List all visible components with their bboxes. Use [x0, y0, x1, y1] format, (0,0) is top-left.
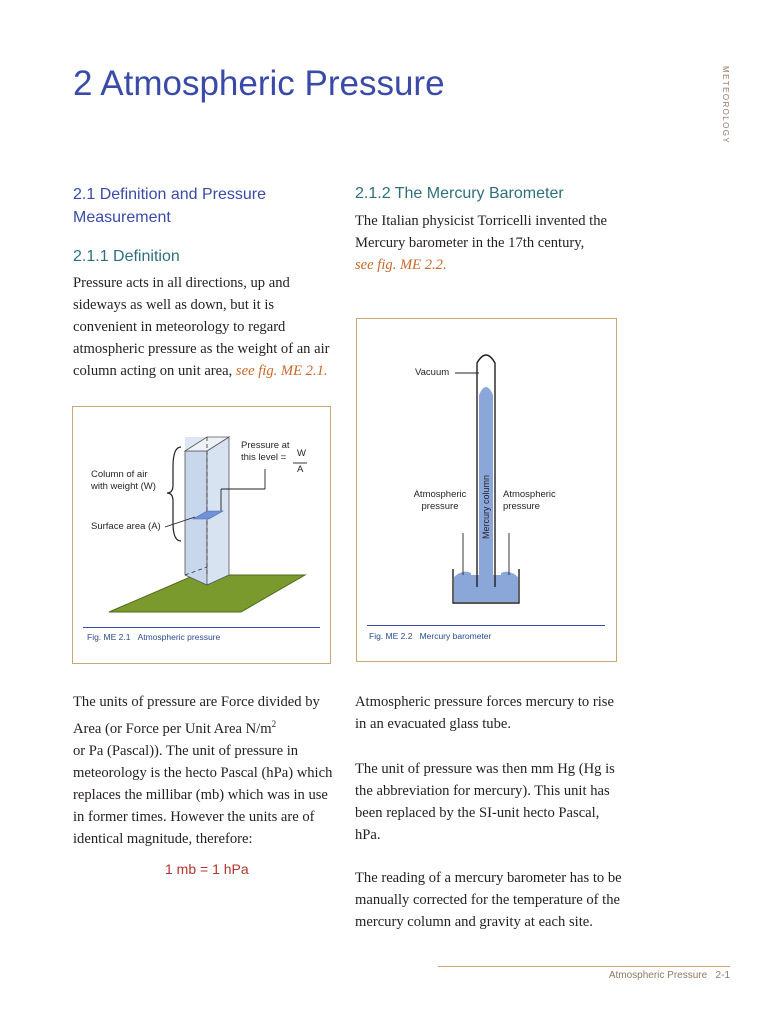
figure-1-caption: [87, 632, 220, 642]
footer-title: Atmospheric Pressure: [608, 970, 708, 981]
column-brace: [167, 447, 181, 541]
label-vacuum: Vacuum: [415, 367, 450, 378]
label-atm-right-line-1: Atmospheric: [503, 489, 556, 500]
label-column-line-1: Column of air: [91, 469, 148, 480]
figure-2-rule: [367, 625, 605, 626]
label-atm-right-line-2: pressure: [503, 501, 540, 512]
fraction-numerator: W: [297, 448, 306, 459]
label-surface-area: Surface area (A): [91, 521, 161, 532]
air-column-diagram: [73, 407, 330, 663]
footer-page-number: 2-1: [715, 970, 730, 981]
section-heading: 2.1 Definition and Pressure Measurement: [73, 186, 266, 226]
label-atmospheric-pressure-right: [503, 489, 563, 513]
figure-1-caption-number: Fig. ME 2.1: [87, 632, 131, 642]
chapter-title: 2 Atmospheric Pressure: [73, 64, 445, 103]
label-mercury-column: Mercury column: [481, 474, 491, 539]
fig-2-1-reference[interactable]: see fig. ME 2.1.: [235, 363, 328, 379]
formula-mb-hpa: 1 mb = 1 hPa: [165, 861, 249, 877]
figure-2-caption: [369, 631, 491, 641]
figure-1-rule: [83, 627, 320, 628]
subsection-heading-definition: 2.1.1 Definition: [73, 248, 180, 265]
figure-2-2: [356, 318, 617, 662]
units-superscript: 2: [271, 719, 277, 729]
label-pressure-line-2: this level =: [241, 452, 287, 463]
barometer-intro-text: The Italian physicist Torricelli invented the Mercury barometer in the 17th century,: [355, 213, 607, 251]
paragraph-mm-hg: The unit of pressure was then mm Hg (Hg is the abbreviation for mercury). This unit has been replaced by the SI-unit hecto Pascal, hPa.: [355, 761, 615, 843]
figure-1-caption-title: Atmospheric pressure: [137, 632, 221, 642]
subsection-heading-barometer: 2.1.2 The Mercury Barometer: [355, 185, 564, 202]
label-pressure-line-1: Pressure at: [241, 440, 290, 451]
label-column-line-2: with weight (W): [91, 481, 156, 492]
units-text-part-1: The units of pressure are Force divided by Area (or Force per Unit Area N/m: [73, 694, 320, 737]
side-tab: [718, 66, 734, 150]
paragraph-correction: The reading of a mercury barometer has to be manually corrected for the temperature of the mercury column and gravity at each site.: [355, 870, 622, 930]
units-text-part-2: or Pa (Pascal)). The unit of pressure in meteorology is the hecto Pascal (hPa) which replaces the millibar (mb) which was in use in former times. However the units are of identical magnitude, therefore:: [73, 742, 333, 847]
footer-rule: [438, 966, 730, 967]
figure-2-caption-number: Fig. ME 2.2: [369, 631, 413, 641]
fraction-denominator: A: [297, 464, 304, 475]
figure-2-caption-title: Mercury barometer: [419, 631, 492, 641]
barometer-intro-paragraph: [355, 210, 617, 276]
fig-2-2-reference[interactable]: see fig. ME 2.2.: [355, 257, 447, 273]
page-footer: [560, 970, 730, 981]
label-atm-left-line-2: pressure: [421, 501, 459, 512]
paragraph-mercury-rise: Atmospheric pressure forces mercury to rise in an evacuated glass tube.: [355, 694, 614, 732]
units-paragraph: [73, 691, 335, 850]
figure-2-1: [72, 406, 331, 664]
label-atm-left-line-1: Atmospheric: [413, 489, 467, 500]
side-tab-label: METEOROLOGY: [721, 66, 730, 145]
label-pressure-at-level: [241, 440, 290, 464]
definition-paragraph: [73, 272, 335, 382]
label-atmospheric-pressure-left: [413, 489, 467, 513]
label-column-of-air: [91, 469, 156, 493]
definition-text: Pressure acts in all directions, up and sideways as well as down, but it is convenient in meteorology to regard atmospheric pressure as the weight of an air column acting on unit area,: [73, 275, 330, 379]
